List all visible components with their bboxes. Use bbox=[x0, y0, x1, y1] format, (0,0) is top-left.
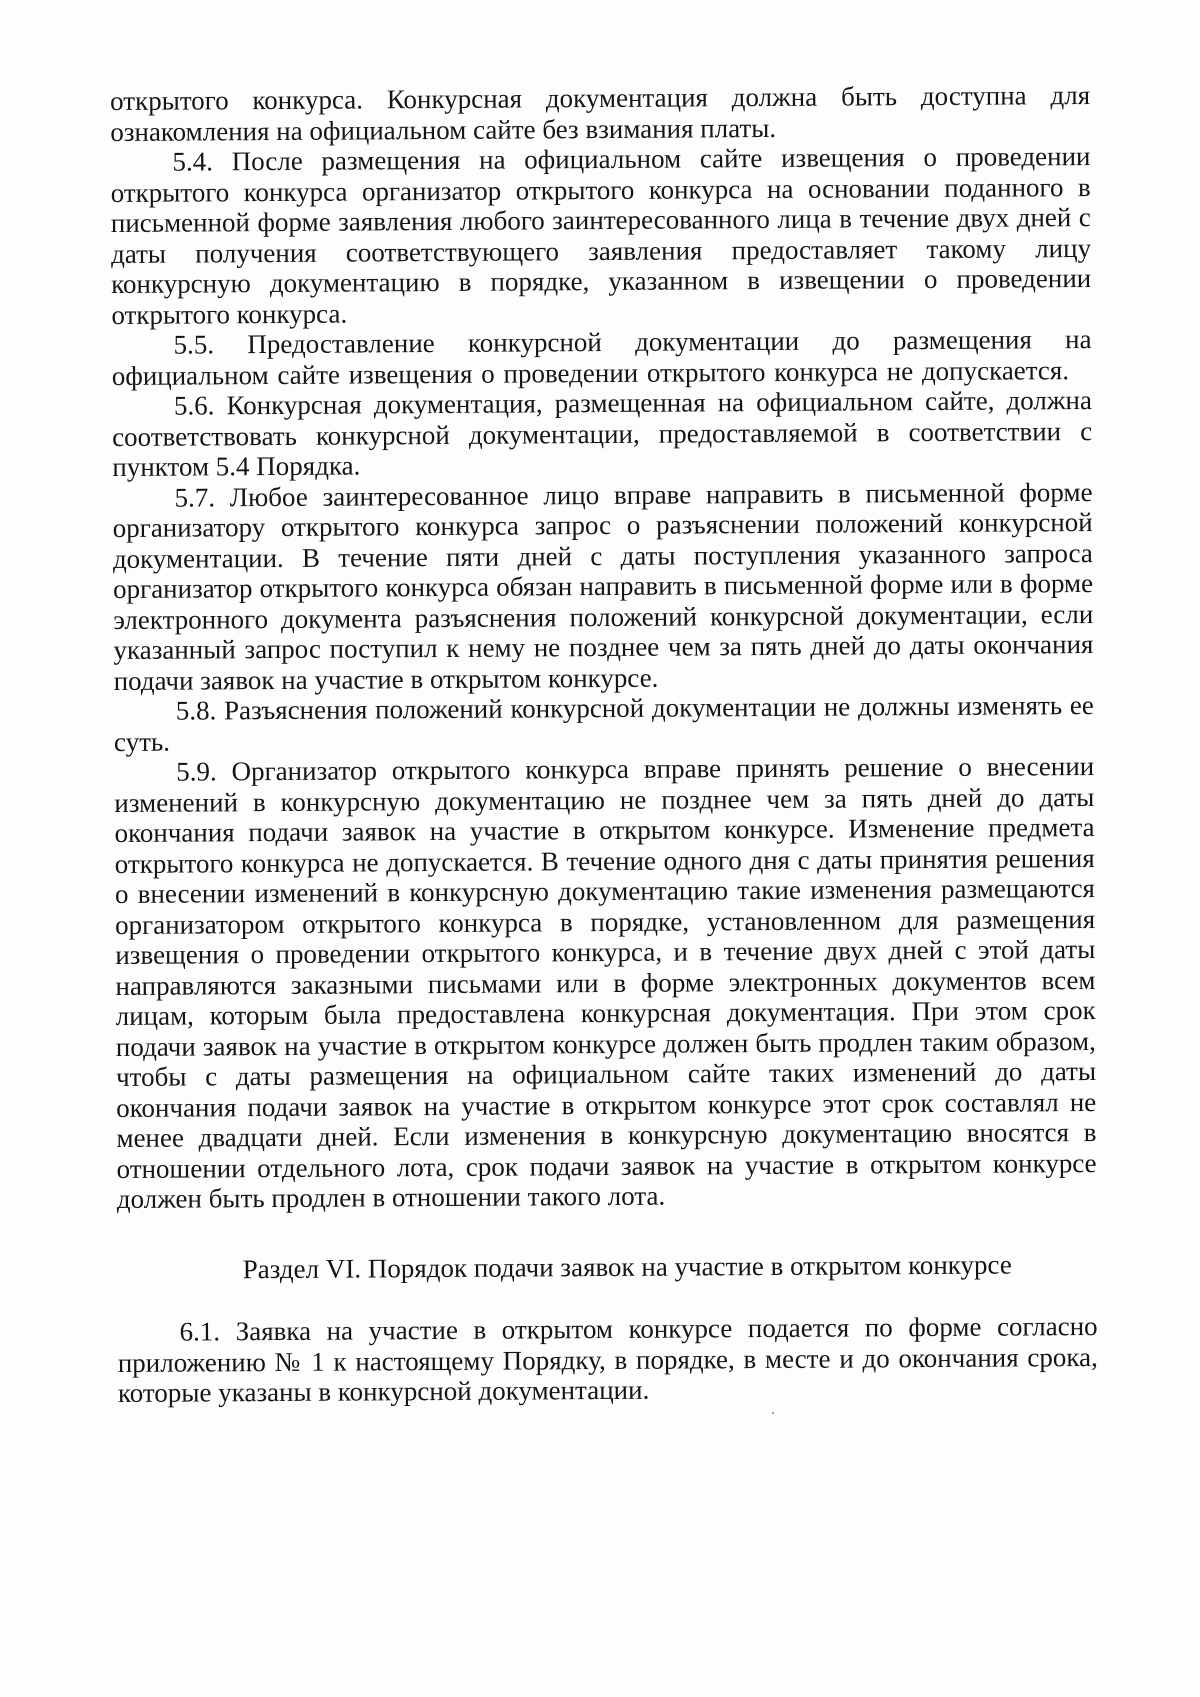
section-heading: Раздел VI. Порядок подачи заявок на участие в открытом конкурсе bbox=[242, 1249, 1012, 1284]
paragraph-5-5: 5.5. Предоставление конкурсной документации до размещения на официальном сайте извещения о проведении открытого конкурса не допускается. bbox=[111, 324, 1092, 391]
paragraph-5-8: 5.8. Разъяснения положений конкурсной документации не должны изменять ее суть. bbox=[113, 690, 1094, 757]
scan-speck bbox=[772, 1412, 774, 1414]
paragraph-5-9: 5.9. Организатор открытого конкурса вправе принять решение о внесении изменений в конкурсную документацию не позднее чем за пять дней до даты окончания подачи заявок на участие в открытом конкурсе. Изменение предмета открытого конкурса не допускается. В течение одного дня с даты принятия решения о внесении изменений в конкурсную документацию такие изменения размещаются организатором открытого конкурса в порядке, установленном для размещения извещения о проведении открытого конкурса, и в течение двух дней с этой даты направляются заказными письмами или в форме электронных документов всем лицам, которым была предоставлена конкурсная документация. При этом срок подачи заявок на участие в открытом конкурсе должен быть продлен таким образом, чтобы с даты размещения на официальном сайте таких изменений до даты окончания подачи заявок на участие в открытом конкурсе этот срок составлял не менее двадцати дней. Если изменения в конкурсную документацию вносятся в отношении отдельного лота, срок подачи заявок на участие в открытом конкурсе должен быть продлен в отношении такого лота. bbox=[114, 751, 1097, 1214]
paragraph-6-1: 6.1. Заявка на участие в открытом конкурсе подается по форме согласно приложению № 1 к настоящему Порядку, в порядке, в месте и до окончания срока, которые указаны в конкурсной документации. bbox=[117, 1310, 1098, 1408]
paragraph-5-3-continuation: открытого конкурса. Конкурсная документация должна быть доступна для ознакомления на официальном сайте без взимания платы. bbox=[110, 80, 1091, 147]
document-body bbox=[110, 80, 1098, 1408]
paragraph-5-6: 5.6. Конкурсная документация, размещенная на официальном сайте, должна соответствовать конкурсной документации, предоставляемой в соответствии с пунктом 5.4 Порядка. bbox=[112, 385, 1093, 482]
paragraph-5-4: 5.4. После размещения на официальном сайте извещения о проведении открытого конкурса организатор открытого конкурса на основании поданного в письменной форме заявления любого заинтересованного лица в течение двух дней с даты получения соответствующего заявления предоставляет такому лицу конкурсную документацию в порядке, указанном в извещении о проведении открытого конкурса. bbox=[110, 141, 1092, 330]
paragraph-5-7: 5.7. Любое заинтересованное лицо вправе направить в письменной форме организатору открытого конкурса запрос о разъяснении положений конкурсной документации. В течение пяти дней с даты поступления указанного запроса организатор открытого конкурса обязан направить в письменной форме или в форме электронного документа разъяснения положений конкурсной документации, если указанный запрос поступил к нему не позднее чем за пять дней до даты окончания подачи заявок на участие в открытом конкурсе. bbox=[112, 476, 1094, 696]
